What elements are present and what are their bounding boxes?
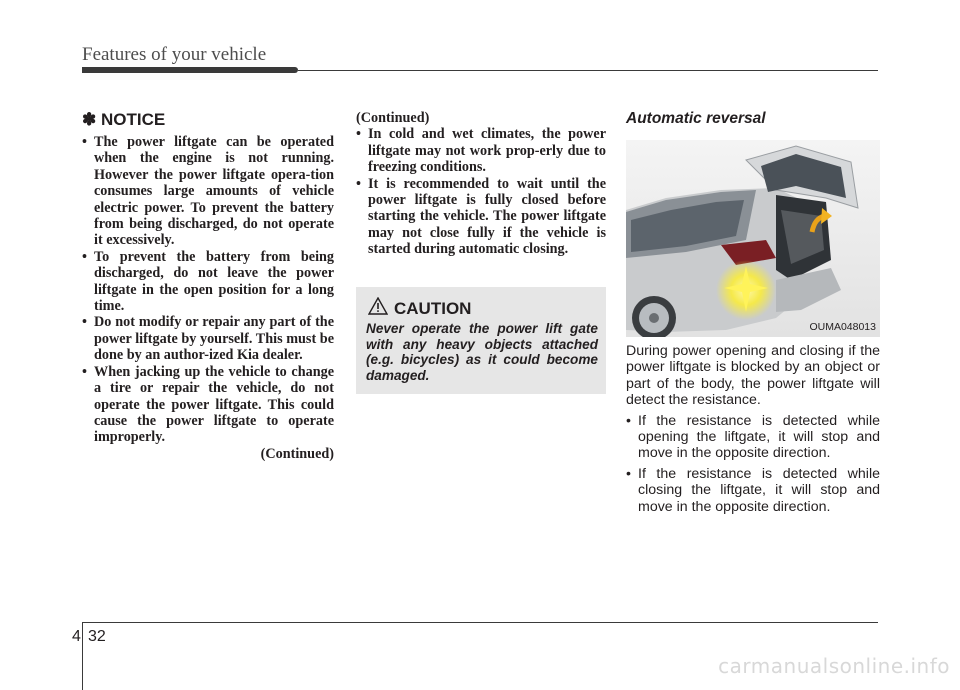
car-liftgate-image [626, 140, 880, 337]
caution-box [356, 287, 606, 394]
notice-title: NOTICE [100, 110, 166, 129]
reversal-item: • If the resistance is detected while closing the liftgate, it will stop and move in the opposite direction. [626, 465, 880, 515]
watermark: carmanualsonline.info [718, 654, 950, 678]
figure-code: OUMA048013 [809, 321, 876, 333]
notice-item: • It is recommended to wait until the power liftgate is fully closed before starting the vehicle. The power liftgate may not close fully if the vehicle is started during automatic closing. [356, 175, 606, 258]
warning-triangle-icon [368, 297, 388, 320]
page-number: 32 [88, 628, 106, 645]
continued-label: (Continued) [356, 110, 430, 126]
notice-item: • Do not modify or repair any part of the power liftgate by yourself. This must be done by an author-ized Kia dealer. [82, 314, 334, 364]
liftgate-illustration [626, 140, 880, 337]
notice-list-continued [356, 126, 606, 257]
continued-label: (Continued) [260, 445, 334, 462]
footer-vertical-rule [82, 622, 83, 690]
header-rule [298, 70, 878, 71]
notice-item: • The power liftgate can be operated when the engine is not running. However the power liftgate opera-tion consumes large amounts of vehicle electric power. To prevent the battery from being discharged, do not operate it excessively. [82, 134, 334, 249]
notice-item: • When jacking up the vehicle to change a tire or repair the vehicle, do not operate the power liftgate. This could cause the power liftgate to operate improperly. [82, 363, 334, 446]
notice-star-icon: ✽ [82, 110, 97, 129]
notice-item: • To prevent the battery from being discharged, do not leave the power liftgate in the open position for a long time. [82, 248, 334, 315]
notice-item: • In cold and wet climates, the power liftgate may not work prop-erly due to freezing conditions. [356, 126, 606, 176]
reversal-list [626, 413, 880, 515]
reversal-item: • If the resistance is detected while opening the liftgate, it will stop and move in the opposite direction. [626, 412, 880, 462]
page-header-title: Features of your vehicle [82, 44, 267, 65]
footer-rule [82, 622, 878, 623]
reversal-section [626, 110, 880, 128]
caution-heading [368, 297, 471, 320]
chapter-number: 4 [72, 628, 81, 645]
reversal-body [626, 343, 880, 519]
notice-heading [82, 110, 334, 130]
notice-list [82, 134, 334, 446]
caution-title: CAUTION [394, 298, 472, 318]
notice-continued-section [356, 110, 606, 258]
notice-section [82, 110, 334, 462]
reversal-intro: During power opening and closing if the power liftgate is blocked by an object or part of the body, the power liftgate will detect the resistance. [626, 343, 880, 409]
section-title: Automatic reversal [626, 110, 766, 127]
caution-text: Never operate the power lift gate with any heavy objects attached (e.g. bicycles) as it could become damaged. [366, 321, 598, 383]
header-bar [82, 67, 298, 73]
